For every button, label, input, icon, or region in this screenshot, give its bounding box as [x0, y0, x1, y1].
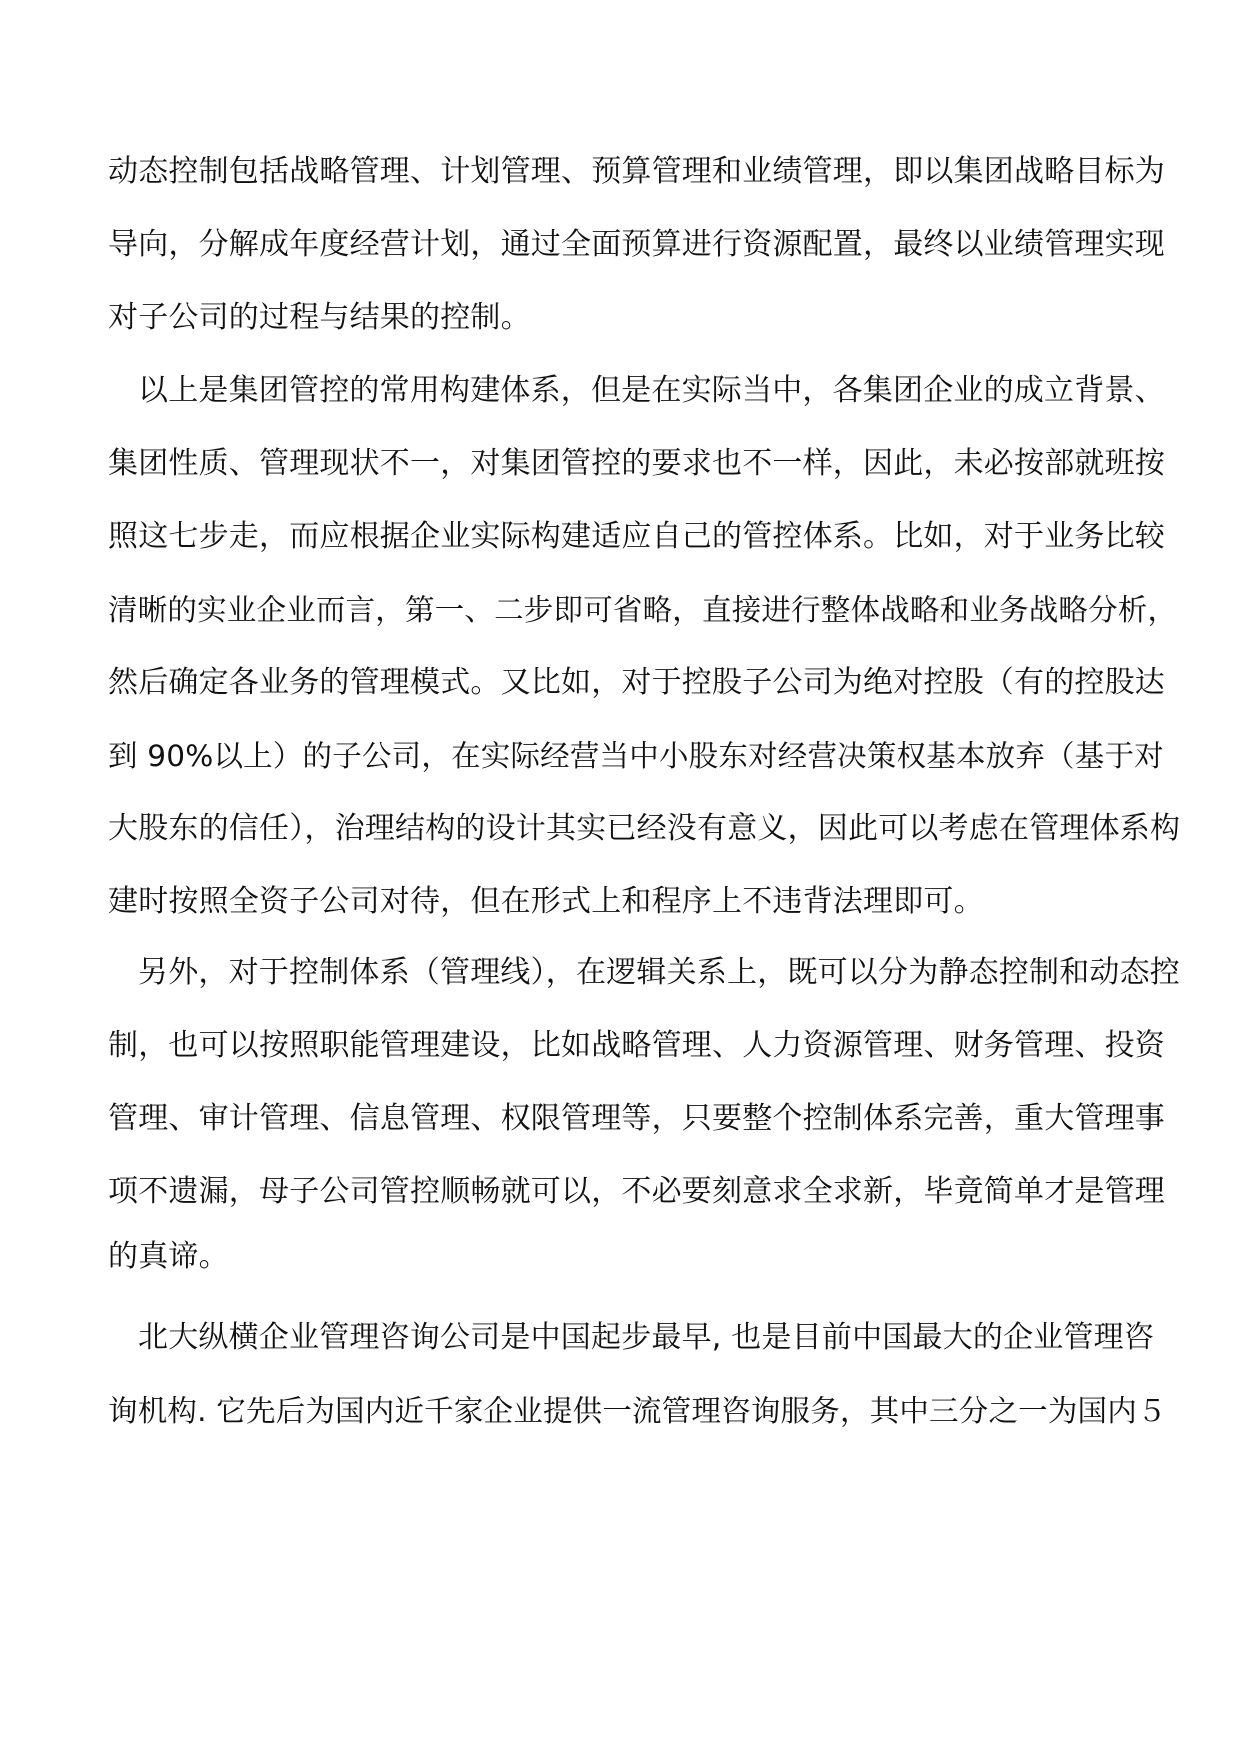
- paragraph-line: 集团性质、管理现状不一，对集团管控的要求也不一样，因此，未必按部就班按: [108, 446, 1165, 481]
- paragraph-line: 大股东的信任），治理结构的设计其实已经没有意义，因此可以考虑在管理体系构: [108, 811, 1181, 846]
- paragraph-line: 以上是集团管控的常用构建体系，但是在实际当中，各集团企业的成立背景、: [138, 373, 1165, 408]
- paragraph-line: 对子公司的过程与结果的控制。: [108, 300, 531, 335]
- paragraph-line: 询机构. 它先后为国内近千家企业提供一流管理咨询服务，其中三分之一为国内５: [108, 1394, 1167, 1428]
- paragraph-line: 北大纵横企业管理咨询公司是中国起步最早, 也是目前中国最大的企业管理咨: [138, 1320, 1155, 1355]
- paragraph-line: 动态控制包括战略管理、计划管理、预算管理和业绩管理，即以集团战略目标为: [108, 154, 1165, 189]
- paragraph-line: 导向，分解成年度经营计划，通过全面预算进行资源配置，最终以业绩管理实现: [108, 227, 1165, 262]
- paragraph-line: 项不遗漏，母子公司管控顺畅就可以，不必要刻意求全求新，毕竟简单才是管理: [108, 1174, 1165, 1209]
- paragraph-line: 照这七步走，而应根据企业实际构建适应自己的管控体系。比如，对于业务比较: [108, 519, 1165, 554]
- paragraph-line: 然后确定各业务的管理模式。又比如，对于控股子公司为绝对控股（有的控股达: [108, 665, 1165, 700]
- paragraph-line: 建时按照全资子公司对待，但在形式上和程序上不违背法理即可。: [108, 884, 984, 919]
- paragraph-line: 到 90%以上）的子公司，在实际经营当中小股东对经营决策权基本放弃（基于对: [108, 739, 1164, 773]
- paragraph-line: 的真谛。: [108, 1239, 229, 1274]
- paragraph-line: 另外，对于控制体系（管理线），在逻辑关系上，既可以分为静态控制和动态控: [138, 955, 1180, 990]
- paragraph-line: 管理、审计管理、信息管理、权限管理等，只要整个控制体系完善，重大管理事: [108, 1101, 1165, 1136]
- paragraph-line: 清晰的实业企业而言，第一、二步即可省略，直接进行整体战略和业务战略分析，: [108, 593, 1178, 627]
- paragraph-line: 制，也可以按照职能管理建设，比如战略管理、人力资源管理、财务管理、投资: [108, 1028, 1165, 1063]
